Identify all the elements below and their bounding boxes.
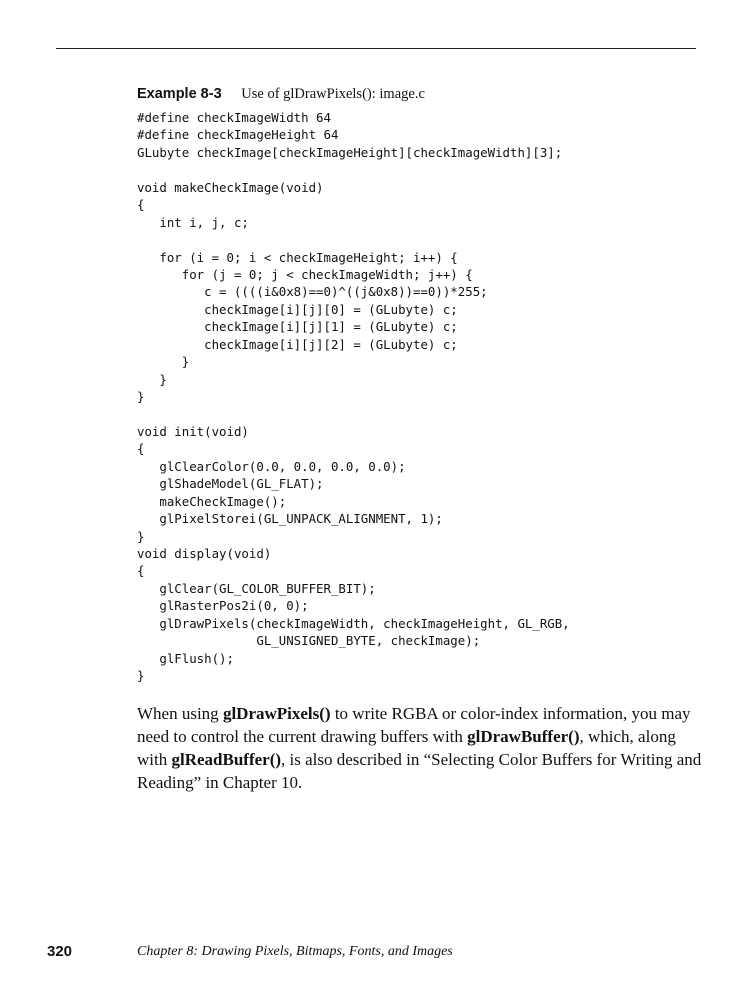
- chapter-title: Chapter 8: Drawing Pixels, Bitmaps, Fonts, and Images: [137, 944, 453, 959]
- code-line: void makeCheckImage(void): [137, 179, 324, 195]
- code-line: checkImage[i][j][0] = (GLubyte) c;: [137, 301, 458, 317]
- code-line: c = ((((i&0x8)==0)^((j&0x8))==0))*255;: [137, 284, 488, 300]
- code-line: checkImage[i][j][1] = (GLubyte) c;: [137, 319, 458, 335]
- code-line: void init(void): [137, 423, 249, 439]
- paragraph-text: When using: [137, 704, 223, 723]
- example-label: Example 8-3: [137, 86, 222, 102]
- code-line: glRasterPos2i(0, 0);: [137, 598, 309, 614]
- example-caption: [137, 86, 425, 103]
- code-line: }: [137, 354, 190, 370]
- code-line: {: [137, 563, 145, 579]
- code-line: #define checkImageHeight 64: [137, 127, 339, 143]
- header-rule: [56, 48, 696, 49]
- code-line: {: [137, 197, 145, 213]
- code-line: glFlush();: [137, 650, 234, 666]
- code-line: glShadeModel(GL_FLAT);: [137, 476, 324, 492]
- code-line: glDrawPixels(checkImageWidth, checkImageHeight, GL_RGB,: [137, 615, 570, 631]
- function-name-gldrawbuffer: glDrawBuffer(): [467, 727, 580, 746]
- paragraph-text: to write RGBA or color-index information, you may need to control the current drawing buffers with: [137, 704, 691, 746]
- code-listing: [137, 109, 570, 684]
- paragraph-text: , which, along with: [137, 727, 676, 769]
- code-line: glClear(GL_COLOR_BUFFER_BIT);: [137, 580, 376, 596]
- page-number: 320: [47, 943, 73, 960]
- code-line: glClearColor(0.0, 0.0, 0.0, 0.0);: [137, 458, 406, 474]
- code-line: #define checkImageWidth 64: [137, 110, 331, 125]
- code-line: }: [137, 389, 145, 404]
- code-line: checkImage[i][j][2] = (GLubyte) c;: [137, 336, 458, 352]
- function-name-gldrawpixels: glDrawPixels(): [222, 704, 331, 723]
- example-title: Use of glDrawPixels(): image.c: [241, 86, 425, 102]
- code-line: glPixelStorei(GL_UNPACK_ALIGNMENT, 1);: [137, 511, 443, 527]
- code-line: int i, j, c;: [137, 214, 249, 230]
- code-line: for (j = 0; j < checkImageWidth; j++) {: [137, 266, 473, 282]
- code-line: [137, 161, 570, 178]
- code-line: [137, 405, 570, 422]
- code-line: }: [137, 668, 145, 683]
- code-line: [137, 231, 570, 248]
- code-line: GL_UNSIGNED_BYTE, checkImage);: [137, 633, 481, 649]
- body-paragraph: [137, 702, 702, 794]
- paragraph-text: , is also described in “Selecting Color Buffers for Writing and Reading” in Chapter 10.: [137, 750, 702, 792]
- code-line: {: [137, 441, 145, 457]
- function-name-glreadbuffer: glReadBuffer(): [171, 750, 282, 769]
- code-line: makeCheckImage();: [137, 493, 287, 509]
- code-line: void display(void): [137, 545, 272, 561]
- code-line: GLubyte checkImage[checkImageHeight][checkImageWidth][3];: [137, 144, 563, 160]
- code-line: for (i = 0; i < checkImageHeight; i++) {: [137, 249, 458, 265]
- code-line: }: [137, 528, 145, 544]
- code-line: }: [137, 371, 167, 387]
